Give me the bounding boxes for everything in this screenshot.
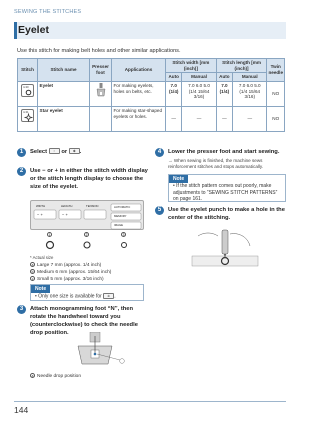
- presser-foot-cell: [90, 106, 112, 131]
- star-eyelet-key-icon[interactable]: ✲: [69, 148, 80, 154]
- intro-text: Use this stitch for making belt holes and other similar applications.: [17, 48, 181, 54]
- step-5-text: Use the eyelet punch to make a hole in the center of the stitching.: [168, 207, 285, 221]
- step-1-number: 1: [17, 148, 26, 157]
- note-label: Note: [31, 285, 50, 293]
- th-stitch: Stitch: [18, 59, 38, 82]
- step-5-number: 5: [155, 206, 164, 215]
- width-auto-cell: 7.0 (1/4): [166, 81, 182, 106]
- step-3-number: 3: [17, 305, 26, 314]
- stitch-cell: [18, 81, 38, 106]
- stitch-name: Star eyelet: [38, 106, 90, 131]
- size-small: c Small 5 mm (approx. 3/16 inch): [31, 276, 104, 282]
- width-auto-cell: —: [166, 106, 182, 131]
- size-medium: b Medium 6 mm (approx. 15/64 inch): [31, 269, 112, 275]
- eyelet-size-samples: [30, 232, 144, 254]
- step-4-text: Lower the presser foot and start sewing.: [168, 149, 280, 155]
- callout-a: 1: [48, 233, 51, 237]
- length-manual-cell: —: [233, 106, 267, 131]
- running-head: SEWING THE STITCHES: [14, 9, 82, 15]
- eyelet-punch-illustration: [190, 228, 260, 270]
- table-row: [18, 81, 285, 106]
- th-length: Stitch length [mm (inch)]: [216, 59, 267, 73]
- th-length-auto: Auto: [216, 73, 232, 82]
- width-manual-cell: —: [182, 106, 216, 131]
- length-minus-button[interactable]: − +: [62, 212, 68, 217]
- panel-automatic-button[interactable]: AUTOMATIC: [114, 205, 131, 209]
- panel-label-width: WIDTH: [36, 204, 46, 208]
- th-width: Stitch width [mm (inch)]: [166, 59, 217, 73]
- twin-needle-cell: NO: [267, 106, 285, 131]
- th-stitch-name: Stitch name: [38, 59, 90, 82]
- applications-cell: For making eyelets, holes on belts, etc.: [112, 81, 166, 106]
- eyelet-stitch-icon: 4-30: [21, 84, 34, 97]
- width-minus-button[interactable]: − +: [37, 212, 43, 217]
- panel-label-tension: TENSION: [86, 204, 99, 208]
- th-presser-foot: Presser foot: [90, 59, 112, 82]
- monogram-foot-n-icon: [96, 83, 106, 97]
- panel-memory-button[interactable]: MEMORY: [114, 214, 127, 218]
- length-manual-cell: 7.0 6.0 5.0 (1/4 15/64 3/16): [233, 81, 267, 106]
- th-width-auto: Auto: [166, 73, 182, 82]
- stitch-name: Eyelet: [38, 81, 90, 106]
- panel-label-length: LENGTH: [61, 204, 73, 208]
- th-length-manual: Manual: [233, 73, 267, 82]
- step-4-number: 4: [155, 148, 164, 157]
- note-label: Note: [169, 175, 188, 183]
- twin-needle-cell: NO: [267, 81, 285, 106]
- callout-c: 3: [122, 233, 125, 237]
- step-3-text: Attach monogramming foot “N”, then rotate the handwheel toward you (counterclockwise) to check the needle drop position.: [30, 306, 138, 336]
- needle-drop-caption: a Needle drop position: [31, 373, 82, 379]
- th-twin: Twin needle: [267, 59, 285, 82]
- th-applications: Applications: [112, 59, 166, 82]
- table-row: [18, 106, 285, 131]
- note-1-text: • Only one size is available for ✲ .: [35, 293, 116, 300]
- note-box-1: [30, 284, 144, 301]
- size-large: a Large 7 mm (approx. 1/4 inch): [31, 262, 102, 268]
- needle-drop-illustration: [60, 332, 130, 368]
- stitch-cell: [18, 106, 38, 131]
- step-4-result: → When sewing is finished, the machine sews reinforcement stitches and stops automatically.: [168, 158, 264, 169]
- section-bar: [14, 22, 286, 39]
- star-eyelet-stitch-icon: 4-31: [21, 109, 34, 122]
- control-panel-illustration: [30, 200, 144, 230]
- step-2-text: Use − or + in either the stitch width display or the stitch length display to choose the size of the eyelet.: [30, 168, 148, 190]
- note-2-text: • If the stitch pattern comes out poorly, make adjustments to “SEWING STITCH PATTERNS” on page 161.: [173, 183, 278, 202]
- th-width-manual: Manual: [182, 73, 216, 82]
- section-title: Eyelet: [18, 24, 49, 36]
- eyelet-key-icon[interactable]: ○: [49, 148, 60, 154]
- stitch-table: [17, 58, 285, 132]
- width-manual-cell: 7.0 6.0 5.0 (1/4 15/64 3/16): [182, 81, 216, 106]
- note-box-2: [168, 174, 286, 202]
- callout-b: 2: [85, 233, 88, 237]
- presser-foot-cell: [90, 81, 112, 106]
- length-auto-cell: —: [216, 106, 232, 131]
- footer-rule: [14, 401, 286, 402]
- applications-cell: For making star-shaped eyelets or holes.: [112, 106, 166, 131]
- actual-size-note: * Actual size: [30, 255, 54, 260]
- star-eyelet-key-icon: ✲: [103, 293, 114, 299]
- step-2-number: 2: [17, 167, 26, 176]
- length-auto-cell: 7.0 (1/4): [216, 81, 232, 106]
- panel-image-button[interactable]: IMAGE: [114, 223, 124, 227]
- page-number: 144: [14, 405, 29, 415]
- step-1-text: Select ○ or ✲ .: [30, 149, 82, 155]
